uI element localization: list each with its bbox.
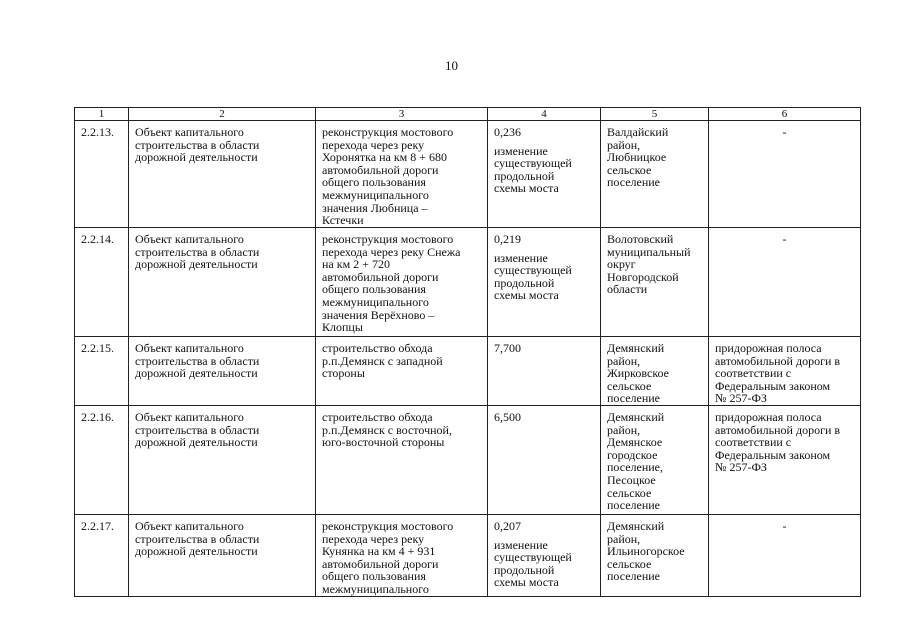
location-line: Волотовский xyxy=(607,232,674,246)
purpose-line: р.п.Демянск с западной xyxy=(322,353,443,368)
object-type-cell xyxy=(129,514,316,596)
purpose-cell xyxy=(316,337,488,406)
location-line: округ xyxy=(607,257,636,272)
location-line: поселение xyxy=(607,498,661,513)
zone-line: - xyxy=(782,518,787,533)
purpose-line: Кстечки xyxy=(322,213,364,228)
object-type-cell xyxy=(129,337,316,406)
characteristic-cell xyxy=(488,337,601,406)
characteristic-note-line: существующей xyxy=(494,156,572,171)
item-number-cell xyxy=(75,405,129,514)
purpose-line: перехода через реку xyxy=(322,531,425,546)
object-type-cell xyxy=(129,121,316,228)
characteristic-value: 6,500 xyxy=(494,409,521,424)
characteristic-cell xyxy=(488,121,601,228)
zone-cell xyxy=(709,405,861,514)
location-line: район, xyxy=(607,137,641,152)
item-number: 2.2.17. xyxy=(81,518,114,533)
location-line: поселение, xyxy=(607,460,664,475)
location-line: Демянский xyxy=(607,409,665,424)
purpose-line: реконструкция мостового xyxy=(322,125,454,139)
location-line: поселение xyxy=(607,175,661,190)
location-line: Песоцкое xyxy=(607,472,656,487)
purpose-line: перехода через реку Снежа xyxy=(322,244,461,259)
location-line: сельское xyxy=(607,162,652,177)
item-number: 2.2.14. xyxy=(81,232,114,246)
purpose-line: общего пользования xyxy=(322,175,426,190)
column-header: 1 xyxy=(75,108,129,121)
table-header-row xyxy=(75,108,861,121)
object-type-line: строительства в области xyxy=(135,422,260,437)
object-type-line: Объект капитального xyxy=(135,341,244,355)
location-cell xyxy=(601,337,709,406)
purpose-cell xyxy=(316,228,488,337)
purpose-line: строительство обхода xyxy=(322,341,433,355)
purpose-cell xyxy=(316,121,488,228)
zone-line: соответствии с xyxy=(715,435,792,450)
zone-line: № 257-ФЗ xyxy=(715,460,767,475)
zone-line: - xyxy=(782,232,787,246)
characteristic-cell xyxy=(488,405,601,514)
characteristic-value: 7,700 xyxy=(494,341,521,355)
item-number-cell xyxy=(75,121,129,228)
purpose-line: межмуниципального xyxy=(322,581,429,596)
characteristic-note-line: продольной xyxy=(494,562,555,577)
object-type-cell xyxy=(129,405,316,514)
table-body xyxy=(75,121,861,597)
object-type-line: Объект капитального xyxy=(135,125,244,139)
characteristic-note-line: изменение xyxy=(494,143,548,158)
zone-line: Федеральным законом xyxy=(715,378,831,393)
table-row xyxy=(75,337,861,406)
purpose-line: юго-восточной стороны xyxy=(322,435,445,450)
location-cell xyxy=(601,228,709,337)
object-type-line: строительства в области xyxy=(135,531,260,546)
purpose-line: автомобильной дороги xyxy=(322,269,439,284)
characteristic-cell xyxy=(488,514,601,596)
location-line: район, xyxy=(607,531,641,546)
purpose-line: значения Верёхново – xyxy=(322,307,435,322)
table-row xyxy=(75,228,861,337)
object-type-line: строительства в области xyxy=(135,244,260,259)
location-line: район, xyxy=(607,353,641,368)
location-line: Демянское xyxy=(607,435,663,450)
purpose-line: перехода через реку xyxy=(322,137,425,152)
characteristic-value: 0,207 xyxy=(494,518,521,533)
purpose-line: автомобильной дороги xyxy=(322,556,439,571)
object-type-line: дорожной деятельности xyxy=(135,366,258,381)
location-line: Любницкое xyxy=(607,150,667,165)
purpose-line: Клопцы xyxy=(322,320,363,335)
item-number-cell xyxy=(75,228,129,337)
location-line: Демянский xyxy=(607,341,665,355)
zone-line: № 257-ФЗ xyxy=(715,391,767,406)
location-line: сельское xyxy=(607,378,652,393)
characteristic-note-line: существующей xyxy=(494,550,572,565)
object-type-line: строительства в области xyxy=(135,137,260,152)
zone-line: соответствии с xyxy=(715,366,792,381)
object-type-line: Объект капитального xyxy=(135,232,244,246)
purpose-line: стороны xyxy=(322,366,365,381)
purpose-line: автомобильной дороги xyxy=(322,162,439,177)
characteristic-value: 0,236 xyxy=(494,125,521,139)
location-cell xyxy=(601,405,709,514)
zone-line: придорожная полоса xyxy=(715,341,822,355)
zone-line: Федеральным законом xyxy=(715,447,831,462)
object-type-line: дорожной деятельности xyxy=(135,150,258,165)
zone-cell xyxy=(709,228,861,337)
location-line: поселение xyxy=(607,569,661,584)
object-type-line: дорожной деятельности xyxy=(135,257,258,272)
location-line: муниципальный xyxy=(607,244,691,259)
characteristic-note-line: схемы моста xyxy=(494,575,559,590)
characteristic-note-line: схемы моста xyxy=(494,181,559,196)
location-line: Демянский xyxy=(607,518,665,533)
purpose-line: строительство обхода xyxy=(322,409,433,424)
object-type-line: строительства в области xyxy=(135,353,260,368)
location-line: городское xyxy=(607,447,658,462)
item-number-cell xyxy=(75,337,129,406)
purpose-line: межмуниципального xyxy=(322,187,429,202)
column-header: 5 xyxy=(601,108,709,121)
characteristic-note-line: изменение xyxy=(494,250,548,265)
object-type-line: дорожной деятельности xyxy=(135,435,258,450)
characteristic-cell xyxy=(488,228,601,337)
location-line: поселение xyxy=(607,391,661,406)
table-row xyxy=(75,121,861,228)
location-line: сельское xyxy=(607,485,652,500)
characteristic-note-line: изменение xyxy=(494,537,548,552)
purpose-cell xyxy=(316,514,488,596)
object-type-cell xyxy=(129,228,316,337)
purpose-line: Хоронятка на км 8 + 680 xyxy=(322,150,448,165)
location-line: области xyxy=(607,282,648,297)
purpose-line: на км 2 + 720 xyxy=(322,257,390,272)
object-type-line: Объект капитального xyxy=(135,409,244,424)
purpose-line: реконструкция мостового xyxy=(322,232,454,246)
characteristic-note-line: схемы моста xyxy=(494,288,559,303)
item-number: 2.2.15. xyxy=(81,341,114,355)
purpose-line: общего пользования xyxy=(322,569,426,584)
location-line: Жирковское xyxy=(607,366,670,381)
location-cell xyxy=(601,514,709,596)
zone-cell xyxy=(709,514,861,596)
purpose-line: значения Любница – xyxy=(322,200,428,215)
zone-line: - xyxy=(782,125,787,139)
column-header: 4 xyxy=(488,108,601,121)
zone-cell xyxy=(709,121,861,228)
zone-line: придорожная полоса xyxy=(715,409,822,424)
purpose-line: общего пользования xyxy=(322,282,426,297)
location-line: сельское xyxy=(607,556,652,571)
characteristic-note-line: продольной xyxy=(494,275,555,290)
object-type-line: дорожной деятельности xyxy=(135,544,258,559)
planning-table xyxy=(74,107,861,597)
location-line: Валдайский xyxy=(607,125,669,139)
table-row xyxy=(75,405,861,514)
page-number: 10 xyxy=(445,58,458,73)
object-type-line: Объект капитального xyxy=(135,518,244,533)
purpose-line: р.п.Демянск с восточной, xyxy=(322,422,452,437)
location-cell xyxy=(601,121,709,228)
item-number: 2.2.13. xyxy=(81,125,114,139)
purpose-line: реконструкция мостового xyxy=(322,518,454,533)
location-line: Ильиногорское xyxy=(607,544,685,559)
zone-line: автомобильной дороги в xyxy=(715,353,841,368)
column-header: 6 xyxy=(709,108,861,121)
location-line: Новгородской xyxy=(607,269,679,284)
zone-cell xyxy=(709,337,861,406)
location-line: район, xyxy=(607,422,641,437)
item-number-cell xyxy=(75,514,129,596)
purpose-line: Кунянка на км 4 + 931 xyxy=(322,544,436,559)
purpose-cell xyxy=(316,405,488,514)
characteristic-value: 0,219 xyxy=(494,232,521,246)
purpose-line: межмуниципального xyxy=(322,294,429,309)
table-row xyxy=(75,514,861,596)
item-number: 2.2.16. xyxy=(81,409,114,424)
column-header: 3 xyxy=(316,108,488,121)
zone-line: автомобильной дороги в xyxy=(715,422,841,437)
column-header: 2 xyxy=(129,108,316,121)
characteristic-note-line: продольной xyxy=(494,168,555,183)
characteristic-note-line: существующей xyxy=(494,263,572,278)
